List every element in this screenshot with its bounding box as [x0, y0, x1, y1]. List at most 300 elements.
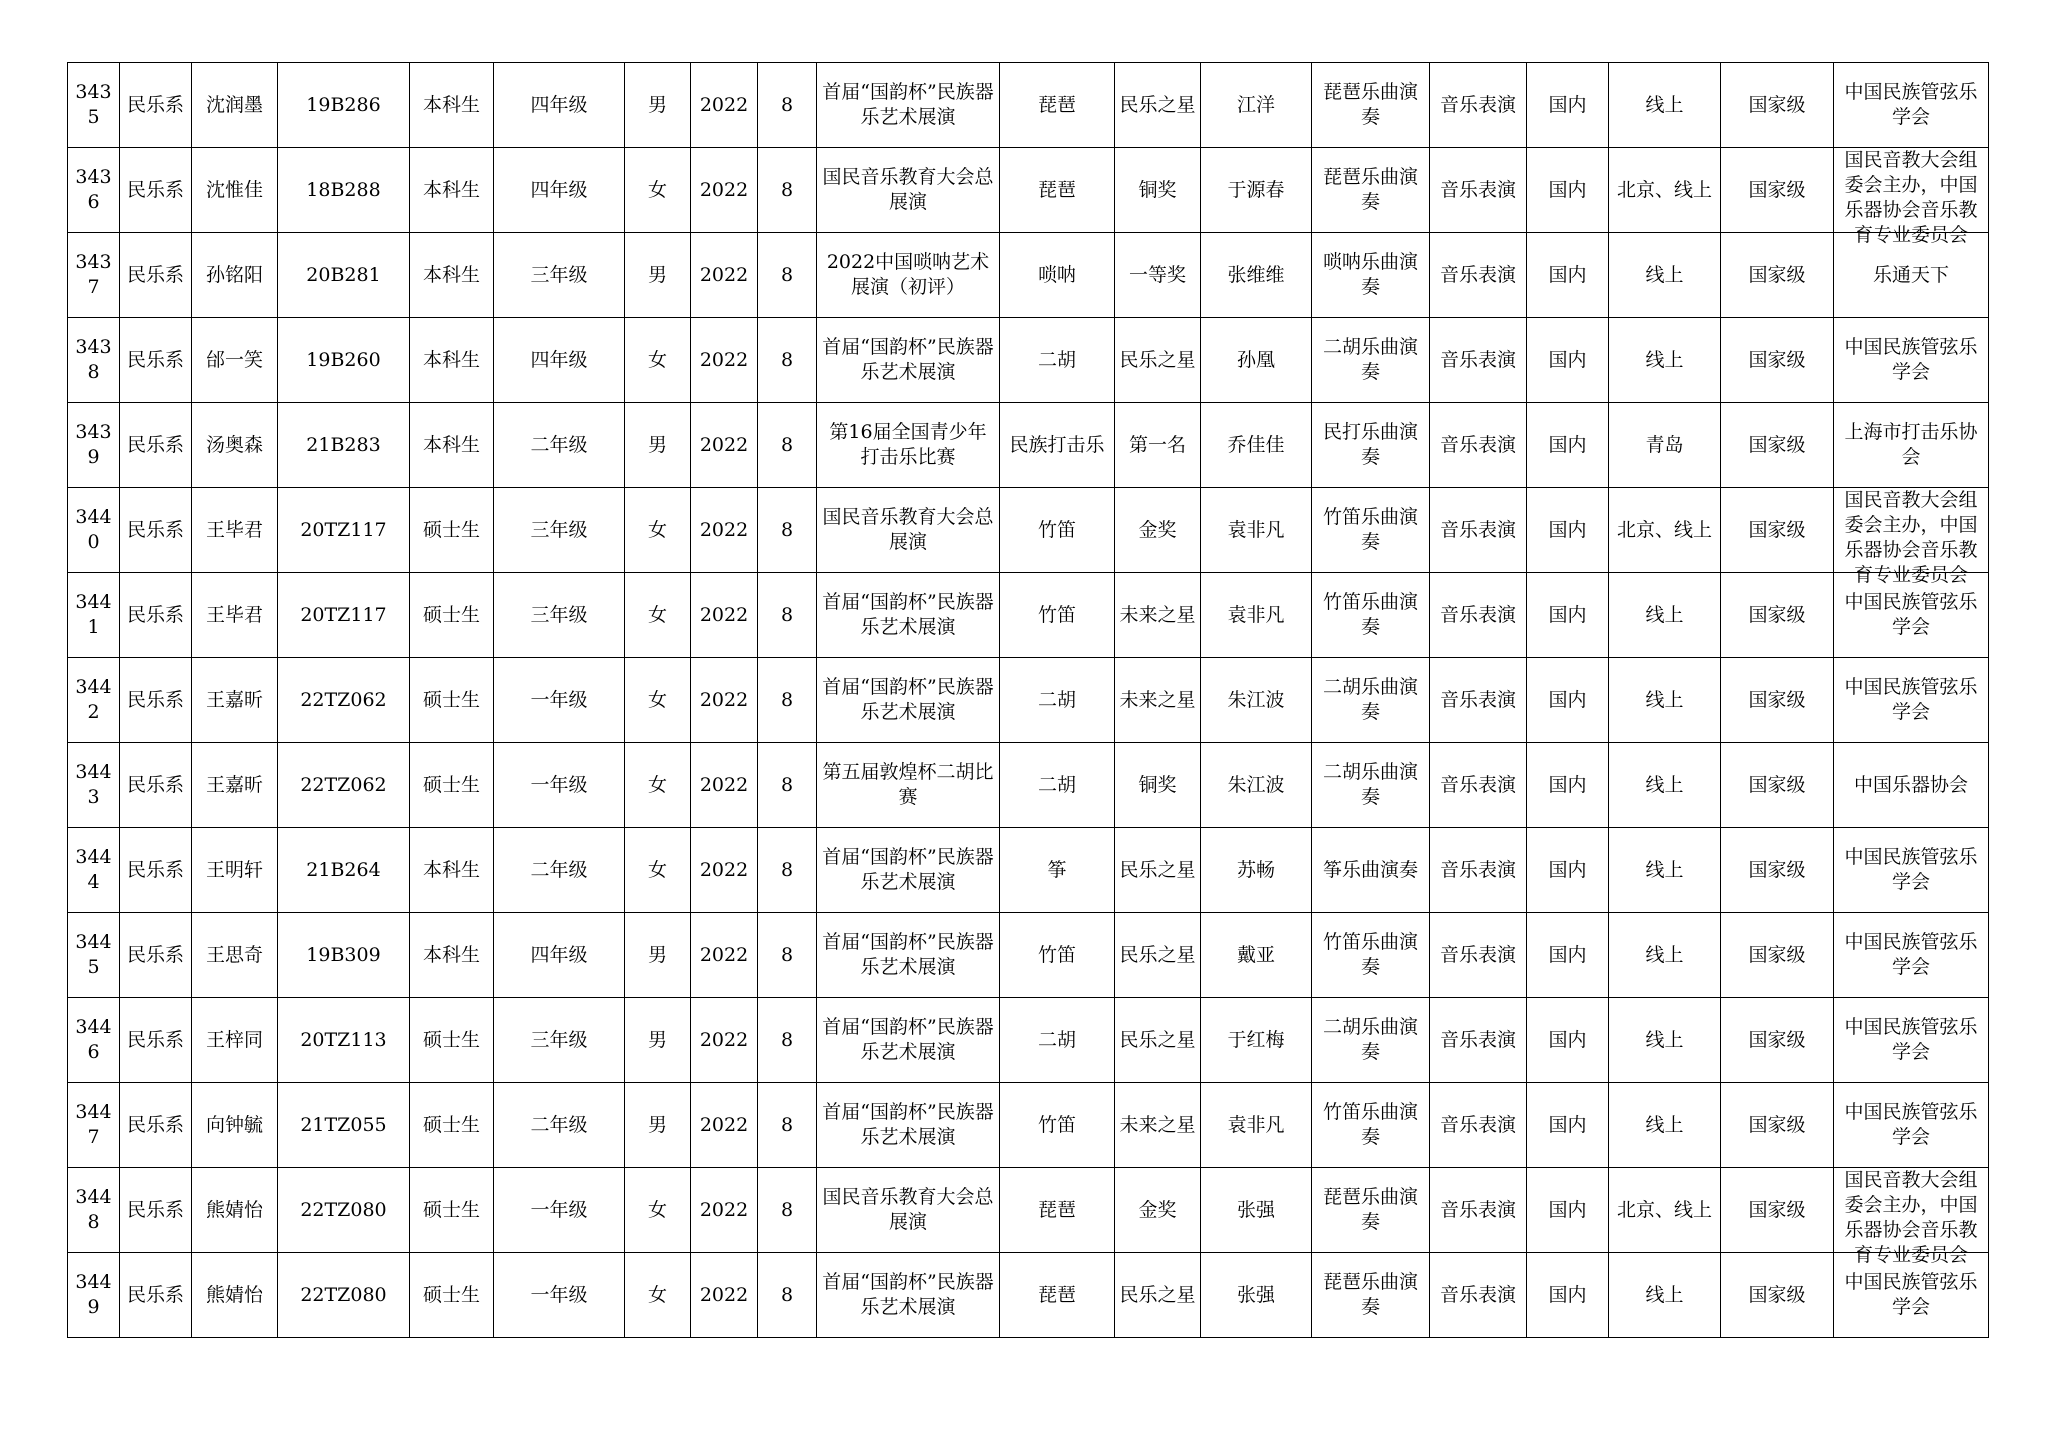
- year-text: 2022: [699, 1283, 749, 1306]
- gender-cell: [625, 233, 691, 318]
- degree-level-cell: [410, 828, 494, 913]
- level-cell: [1721, 913, 1834, 998]
- year-cell: [691, 403, 758, 488]
- discipline-cell: [1430, 828, 1527, 913]
- project-text: 二胡乐曲演奏: [1322, 1016, 1418, 1063]
- level-cell: [1721, 1083, 1834, 1168]
- project-cell: [1312, 1253, 1430, 1338]
- serial-number-text: 3437: [75, 251, 112, 298]
- grade-text: 一年级: [530, 1198, 588, 1221]
- region-text: 国内: [1548, 518, 1587, 541]
- instrument-text: 琵琶: [1037, 1198, 1076, 1221]
- project-cell: [1312, 658, 1430, 743]
- table-row: [68, 658, 1989, 743]
- discipline-text: 音乐表演: [1439, 603, 1516, 626]
- serial-number-cell: [68, 318, 120, 403]
- degree-level-text: 硕士生: [422, 1028, 480, 1051]
- serial-number-text: 3435: [75, 81, 112, 128]
- month-cell: [758, 233, 817, 318]
- region-cell: [1527, 658, 1609, 743]
- organizer-text: 中国乐器协会: [1853, 773, 1968, 796]
- department-text: 民乐系: [126, 773, 184, 796]
- table-row: [68, 998, 1989, 1083]
- location-text: 青岛: [1645, 433, 1684, 456]
- level-cell: [1721, 828, 1834, 913]
- region-cell: [1527, 1168, 1609, 1253]
- award-text: 民乐之星: [1119, 93, 1196, 116]
- year-cell: [691, 1253, 758, 1338]
- award-text: 未来之星: [1119, 688, 1196, 711]
- instrument-cell: [1000, 913, 1115, 998]
- year-text: 2022: [699, 858, 749, 881]
- grade-cell: [494, 828, 625, 913]
- location-text: 线上: [1645, 263, 1684, 286]
- level-text: 国家级: [1748, 348, 1806, 371]
- month-cell: [758, 318, 817, 403]
- month-text: 8: [780, 1283, 794, 1306]
- competition-name-text: 国民音乐教育大会总展演: [822, 166, 994, 213]
- region-cell: [1527, 148, 1609, 233]
- award-text: 民乐之星: [1119, 1028, 1196, 1051]
- location-cell: [1609, 318, 1721, 403]
- serial-number-text: 3442: [75, 676, 112, 723]
- level-text: 国家级: [1748, 1283, 1806, 1306]
- student-id-cell: [278, 1168, 410, 1253]
- grade-text: 三年级: [530, 263, 588, 286]
- month-cell: [758, 658, 817, 743]
- table-row: [68, 1083, 1989, 1168]
- discipline-cell: [1430, 63, 1527, 148]
- region-cell: [1527, 1253, 1609, 1338]
- location-cell: [1609, 148, 1721, 233]
- department-cell: [120, 573, 192, 658]
- department-text: 民乐系: [126, 348, 184, 371]
- grade-text: 二年级: [530, 858, 588, 881]
- organizer-cell: [1834, 1168, 1989, 1266]
- serial-number-cell: [68, 63, 120, 148]
- department-cell: [120, 913, 192, 998]
- project-cell: [1312, 573, 1430, 658]
- competition-name-text: 第16届全国青少年打击乐比赛: [829, 421, 987, 468]
- student-name-cell: [192, 658, 278, 743]
- advisor-cell: [1201, 828, 1312, 913]
- grade-cell: [494, 1168, 625, 1253]
- instrument-cell: [1000, 998, 1115, 1083]
- location-cell: [1609, 913, 1721, 998]
- gender-text: 女: [647, 773, 667, 796]
- gender-text: 女: [647, 348, 667, 371]
- organizer-text: 中国民族管弦乐学会: [1844, 1016, 1978, 1063]
- student-id-text: 21TZ055: [300, 1113, 387, 1136]
- competition-name-text: 第五届敦煌杯二胡比赛: [822, 761, 994, 808]
- location-cell: [1609, 1253, 1721, 1338]
- advisor-cell: [1201, 1168, 1312, 1253]
- month-cell: [758, 743, 817, 828]
- advisor-cell: [1201, 403, 1312, 488]
- student-name-text: 邰一笑: [205, 348, 263, 371]
- student-name-text: 王嘉昕: [205, 688, 263, 711]
- degree-level-text: 本科生: [422, 858, 480, 881]
- discipline-text: 音乐表演: [1439, 348, 1516, 371]
- discipline-cell: [1430, 318, 1527, 403]
- student-name-text: 王毕君: [205, 518, 263, 541]
- month-text: 8: [780, 858, 794, 881]
- level-text: 国家级: [1748, 178, 1806, 201]
- instrument-cell: [1000, 233, 1115, 318]
- discipline-cell: [1430, 1168, 1527, 1253]
- degree-level-text: 本科生: [422, 348, 480, 371]
- location-text: 线上: [1645, 1113, 1684, 1136]
- region-text: 国内: [1548, 688, 1587, 711]
- grade-text: 三年级: [530, 603, 588, 626]
- student-id-cell: [278, 148, 410, 233]
- award-text: 民乐之星: [1119, 943, 1196, 966]
- grade-cell: [494, 743, 625, 828]
- degree-level-text: 本科生: [422, 943, 480, 966]
- gender-cell: [625, 828, 691, 913]
- student-id-cell: [278, 658, 410, 743]
- location-text: 北京、线上: [1616, 518, 1712, 541]
- month-text: 8: [780, 773, 794, 796]
- serial-number-text: 3445: [75, 931, 112, 978]
- level-text: 国家级: [1748, 1028, 1806, 1051]
- award-cell: [1115, 998, 1201, 1083]
- location-text: 线上: [1645, 688, 1684, 711]
- discipline-cell: [1430, 148, 1527, 233]
- gender-text: 男: [647, 93, 667, 116]
- degree-level-text: 本科生: [422, 263, 480, 286]
- student-name-text: 王明轩: [205, 858, 263, 881]
- location-cell: [1609, 233, 1721, 318]
- department-cell: [120, 148, 192, 233]
- region-text: 国内: [1548, 943, 1587, 966]
- project-text: 竹笛乐曲演奏: [1322, 931, 1418, 978]
- project-cell: [1312, 998, 1430, 1083]
- award-cell: [1115, 1253, 1201, 1338]
- level-text: 国家级: [1748, 93, 1806, 116]
- student-name-text: 王毕君: [205, 603, 263, 626]
- student-id-cell: [278, 913, 410, 998]
- organizer-text: 中国民族管弦乐学会: [1844, 81, 1978, 128]
- instrument-text: 二胡: [1037, 773, 1076, 796]
- organizer-cell: [1834, 148, 1989, 246]
- competition-name-text: 首届“国韵杯”民族器乐艺术展演: [822, 81, 994, 128]
- student-name-text: 沈润墨: [205, 93, 263, 116]
- serial-number-cell: [68, 488, 120, 573]
- department-cell: [120, 1253, 192, 1338]
- year-cell: [691, 998, 758, 1083]
- award-cell: [1115, 1083, 1201, 1168]
- student-name-cell: [192, 1168, 278, 1253]
- serial-number-cell: [68, 658, 120, 743]
- student-id-cell: [278, 403, 410, 488]
- instrument-cell: [1000, 318, 1115, 403]
- gender-cell: [625, 488, 691, 573]
- gender-cell: [625, 573, 691, 658]
- grade-text: 三年级: [530, 1028, 588, 1051]
- location-cell: [1609, 828, 1721, 913]
- competition-name-cell: [817, 913, 1000, 998]
- location-text: 线上: [1645, 773, 1684, 796]
- degree-level-cell: [410, 63, 494, 148]
- level-text: 国家级: [1748, 773, 1806, 796]
- location-cell: [1609, 63, 1721, 148]
- serial-number-cell: [68, 148, 120, 233]
- degree-level-cell: [410, 998, 494, 1083]
- instrument-cell: [1000, 743, 1115, 828]
- department-text: 民乐系: [126, 688, 184, 711]
- discipline-text: 音乐表演: [1439, 858, 1516, 881]
- advisor-text: 张维维: [1227, 263, 1285, 286]
- region-text: 国内: [1548, 178, 1587, 201]
- competition-name-text: 首届“国韵杯”民族器乐艺术展演: [822, 676, 994, 723]
- award-text: 金奖: [1138, 1198, 1177, 1221]
- award-cell: [1115, 488, 1201, 573]
- region-text: 国内: [1548, 1198, 1587, 1221]
- instrument-text: 二胡: [1037, 688, 1076, 711]
- degree-level-text: 硕士生: [422, 1113, 480, 1136]
- discipline-cell: [1430, 998, 1527, 1083]
- grade-text: 四年级: [530, 943, 588, 966]
- level-text: 国家级: [1748, 263, 1806, 286]
- advisor-text: 袁非凡: [1227, 603, 1285, 626]
- gender-cell: [625, 1083, 691, 1168]
- year-cell: [691, 63, 758, 148]
- year-text: 2022: [699, 1028, 749, 1051]
- degree-level-cell: [410, 1253, 494, 1338]
- student-id-text: 21B264: [306, 858, 381, 881]
- degree-level-cell: [410, 658, 494, 743]
- organizer-text: 中国民族管弦乐学会: [1844, 931, 1978, 978]
- discipline-cell: [1430, 1083, 1527, 1168]
- competition-name-text: 首届“国韵杯”民族器乐艺术展演: [822, 336, 994, 383]
- month-text: 8: [780, 93, 794, 116]
- organizer-text: 中国民族管弦乐学会: [1844, 1101, 1978, 1148]
- department-text: 民乐系: [126, 603, 184, 626]
- student-id-text: 19B260: [306, 348, 381, 371]
- organizer-cell: [1834, 828, 1989, 913]
- grade-cell: [494, 148, 625, 233]
- year-cell: [691, 148, 758, 233]
- degree-level-text: 硕士生: [422, 1198, 480, 1221]
- serial-number-text: 3438: [75, 336, 112, 383]
- organizer-cell: [1834, 63, 1989, 148]
- competition-name-cell: [817, 1168, 1000, 1253]
- organizer-cell: [1834, 998, 1989, 1083]
- location-cell: [1609, 1168, 1721, 1253]
- gender-text: 女: [647, 688, 667, 711]
- department-text: 民乐系: [126, 263, 184, 286]
- advisor-cell: [1201, 488, 1312, 573]
- year-text: 2022: [699, 1198, 749, 1221]
- month-cell: [758, 1083, 817, 1168]
- year-text: 2022: [699, 433, 749, 456]
- student-name-cell: [192, 828, 278, 913]
- month-text: 8: [780, 518, 794, 541]
- organizer-text: 国民音教大会组委会主办，中国乐器协会音乐教育专业委员会: [1844, 149, 1978, 246]
- project-text: 民打乐曲演奏: [1322, 421, 1418, 468]
- grade-text: 一年级: [530, 773, 588, 796]
- advisor-cell: [1201, 63, 1312, 148]
- degree-level-text: 硕士生: [422, 603, 480, 626]
- location-cell: [1609, 488, 1721, 573]
- month-cell: [758, 998, 817, 1083]
- level-cell: [1721, 148, 1834, 233]
- advisor-text: 袁非凡: [1227, 1113, 1285, 1136]
- serial-number-cell: [68, 913, 120, 998]
- student-name-text: 王嘉昕: [205, 773, 263, 796]
- grade-cell: [494, 63, 625, 148]
- competition-name-cell: [817, 828, 1000, 913]
- project-text: 琵琶乐曲演奏: [1322, 1271, 1418, 1318]
- organizer-cell: [1834, 743, 1989, 828]
- organizer-cell: [1834, 403, 1989, 488]
- project-cell: [1312, 488, 1430, 573]
- student-name-cell: [192, 488, 278, 573]
- year-text: 2022: [699, 688, 749, 711]
- department-cell: [120, 828, 192, 913]
- gender-cell: [625, 913, 691, 998]
- degree-level-cell: [410, 913, 494, 998]
- grade-cell: [494, 318, 625, 403]
- instrument-text: 琵琶: [1037, 178, 1076, 201]
- student-id-cell: [278, 1083, 410, 1168]
- organizer-cell: [1834, 1083, 1989, 1168]
- instrument-text: 民族打击乐: [1009, 433, 1105, 456]
- gender-cell: [625, 318, 691, 403]
- region-cell: [1527, 403, 1609, 488]
- competition-name-text: 首届“国韵杯”民族器乐艺术展演: [822, 1101, 994, 1148]
- discipline-text: 音乐表演: [1439, 773, 1516, 796]
- region-text: 国内: [1548, 1028, 1587, 1051]
- student-id-cell: [278, 233, 410, 318]
- organizer-text: 中国民族管弦乐学会: [1844, 846, 1978, 893]
- serial-number-text: 3439: [75, 421, 112, 468]
- gender-text: 女: [647, 518, 667, 541]
- level-cell: [1721, 488, 1834, 573]
- degree-level-cell: [410, 403, 494, 488]
- competition-name-text: 首届“国韵杯”民族器乐艺术展演: [822, 1271, 994, 1318]
- instrument-cell: [1000, 573, 1115, 658]
- project-cell: [1312, 233, 1430, 318]
- year-text: 2022: [699, 93, 749, 116]
- month-cell: [758, 148, 817, 233]
- instrument-text: 二胡: [1037, 348, 1076, 371]
- location-text: 线上: [1645, 603, 1684, 626]
- month-cell: [758, 1253, 817, 1338]
- student-id-cell: [278, 998, 410, 1083]
- location-text: 线上: [1645, 93, 1684, 116]
- region-cell: [1527, 828, 1609, 913]
- region-cell: [1527, 573, 1609, 658]
- project-cell: [1312, 403, 1430, 488]
- organizer-text: 国民音教大会组委会主办，中国乐器协会音乐教育专业委员会: [1844, 489, 1978, 586]
- student-id-text: 19B286: [306, 93, 381, 116]
- competition-name-cell: [817, 488, 1000, 573]
- region-text: 国内: [1548, 1283, 1587, 1306]
- student-id-text: 22TZ062: [300, 773, 387, 796]
- advisor-text: 朱江波: [1227, 688, 1285, 711]
- department-cell: [120, 998, 192, 1083]
- instrument-cell: [1000, 403, 1115, 488]
- project-cell: [1312, 63, 1430, 148]
- project-cell: [1312, 1168, 1430, 1253]
- serial-number-cell: [68, 1168, 120, 1253]
- advisor-text: 戴亚: [1236, 943, 1275, 966]
- region-cell: [1527, 743, 1609, 828]
- instrument-cell: [1000, 63, 1115, 148]
- location-cell: [1609, 573, 1721, 658]
- month-cell: [758, 913, 817, 998]
- year-cell: [691, 658, 758, 743]
- student-name-text: 孙铭阳: [205, 263, 263, 286]
- student-id-cell: [278, 573, 410, 658]
- gender-cell: [625, 148, 691, 233]
- level-cell: [1721, 998, 1834, 1083]
- project-cell: [1312, 913, 1430, 998]
- project-text: 二胡乐曲演奏: [1322, 676, 1418, 723]
- level-text: 国家级: [1748, 943, 1806, 966]
- level-cell: [1721, 1168, 1834, 1253]
- table-body: [68, 63, 1989, 1338]
- department-text: 民乐系: [126, 1028, 184, 1051]
- discipline-text: 音乐表演: [1439, 1198, 1516, 1221]
- gender-text: 女: [647, 603, 667, 626]
- year-cell: [691, 1168, 758, 1253]
- discipline-text: 音乐表演: [1439, 1028, 1516, 1051]
- level-text: 国家级: [1748, 1113, 1806, 1136]
- organizer-cell: [1834, 913, 1989, 998]
- advisor-cell: [1201, 148, 1312, 233]
- department-cell: [120, 1083, 192, 1168]
- instrument-cell: [1000, 828, 1115, 913]
- discipline-cell: [1430, 233, 1527, 318]
- degree-level-cell: [410, 488, 494, 573]
- instrument-cell: [1000, 658, 1115, 743]
- student-id-text: 20TZ117: [300, 518, 387, 541]
- student-id-text: 20TZ113: [300, 1028, 387, 1051]
- discipline-cell: [1430, 1253, 1527, 1338]
- organizer-cell: [1834, 658, 1989, 743]
- grade-text: 二年级: [530, 1113, 588, 1136]
- gender-text: 男: [647, 433, 667, 456]
- level-text: 国家级: [1748, 688, 1806, 711]
- advisor-text: 孙凰: [1236, 348, 1275, 371]
- degree-level-text: 硕士生: [422, 518, 480, 541]
- competition-name-text: 2022中国唢呐艺术展演（初评）: [826, 251, 990, 298]
- advisor-cell: [1201, 573, 1312, 658]
- level-cell: [1721, 1253, 1834, 1338]
- grade-cell: [494, 233, 625, 318]
- year-text: 2022: [699, 603, 749, 626]
- student-name-cell: [192, 148, 278, 233]
- department-cell: [120, 233, 192, 318]
- student-id-cell: [278, 318, 410, 403]
- month-cell: [758, 403, 817, 488]
- department-cell: [120, 63, 192, 148]
- location-text: 北京、线上: [1616, 178, 1712, 201]
- location-cell: [1609, 658, 1721, 743]
- project-text: 琵琶乐曲演奏: [1322, 1186, 1418, 1233]
- department-text: 民乐系: [126, 433, 184, 456]
- student-id-text: 21B283: [306, 433, 381, 456]
- year-cell: [691, 488, 758, 573]
- instrument-cell: [1000, 148, 1115, 233]
- region-text: 国内: [1548, 858, 1587, 881]
- award-cell: [1115, 573, 1201, 658]
- advisor-cell: [1201, 743, 1312, 828]
- project-text: 竹笛乐曲演奏: [1322, 591, 1418, 638]
